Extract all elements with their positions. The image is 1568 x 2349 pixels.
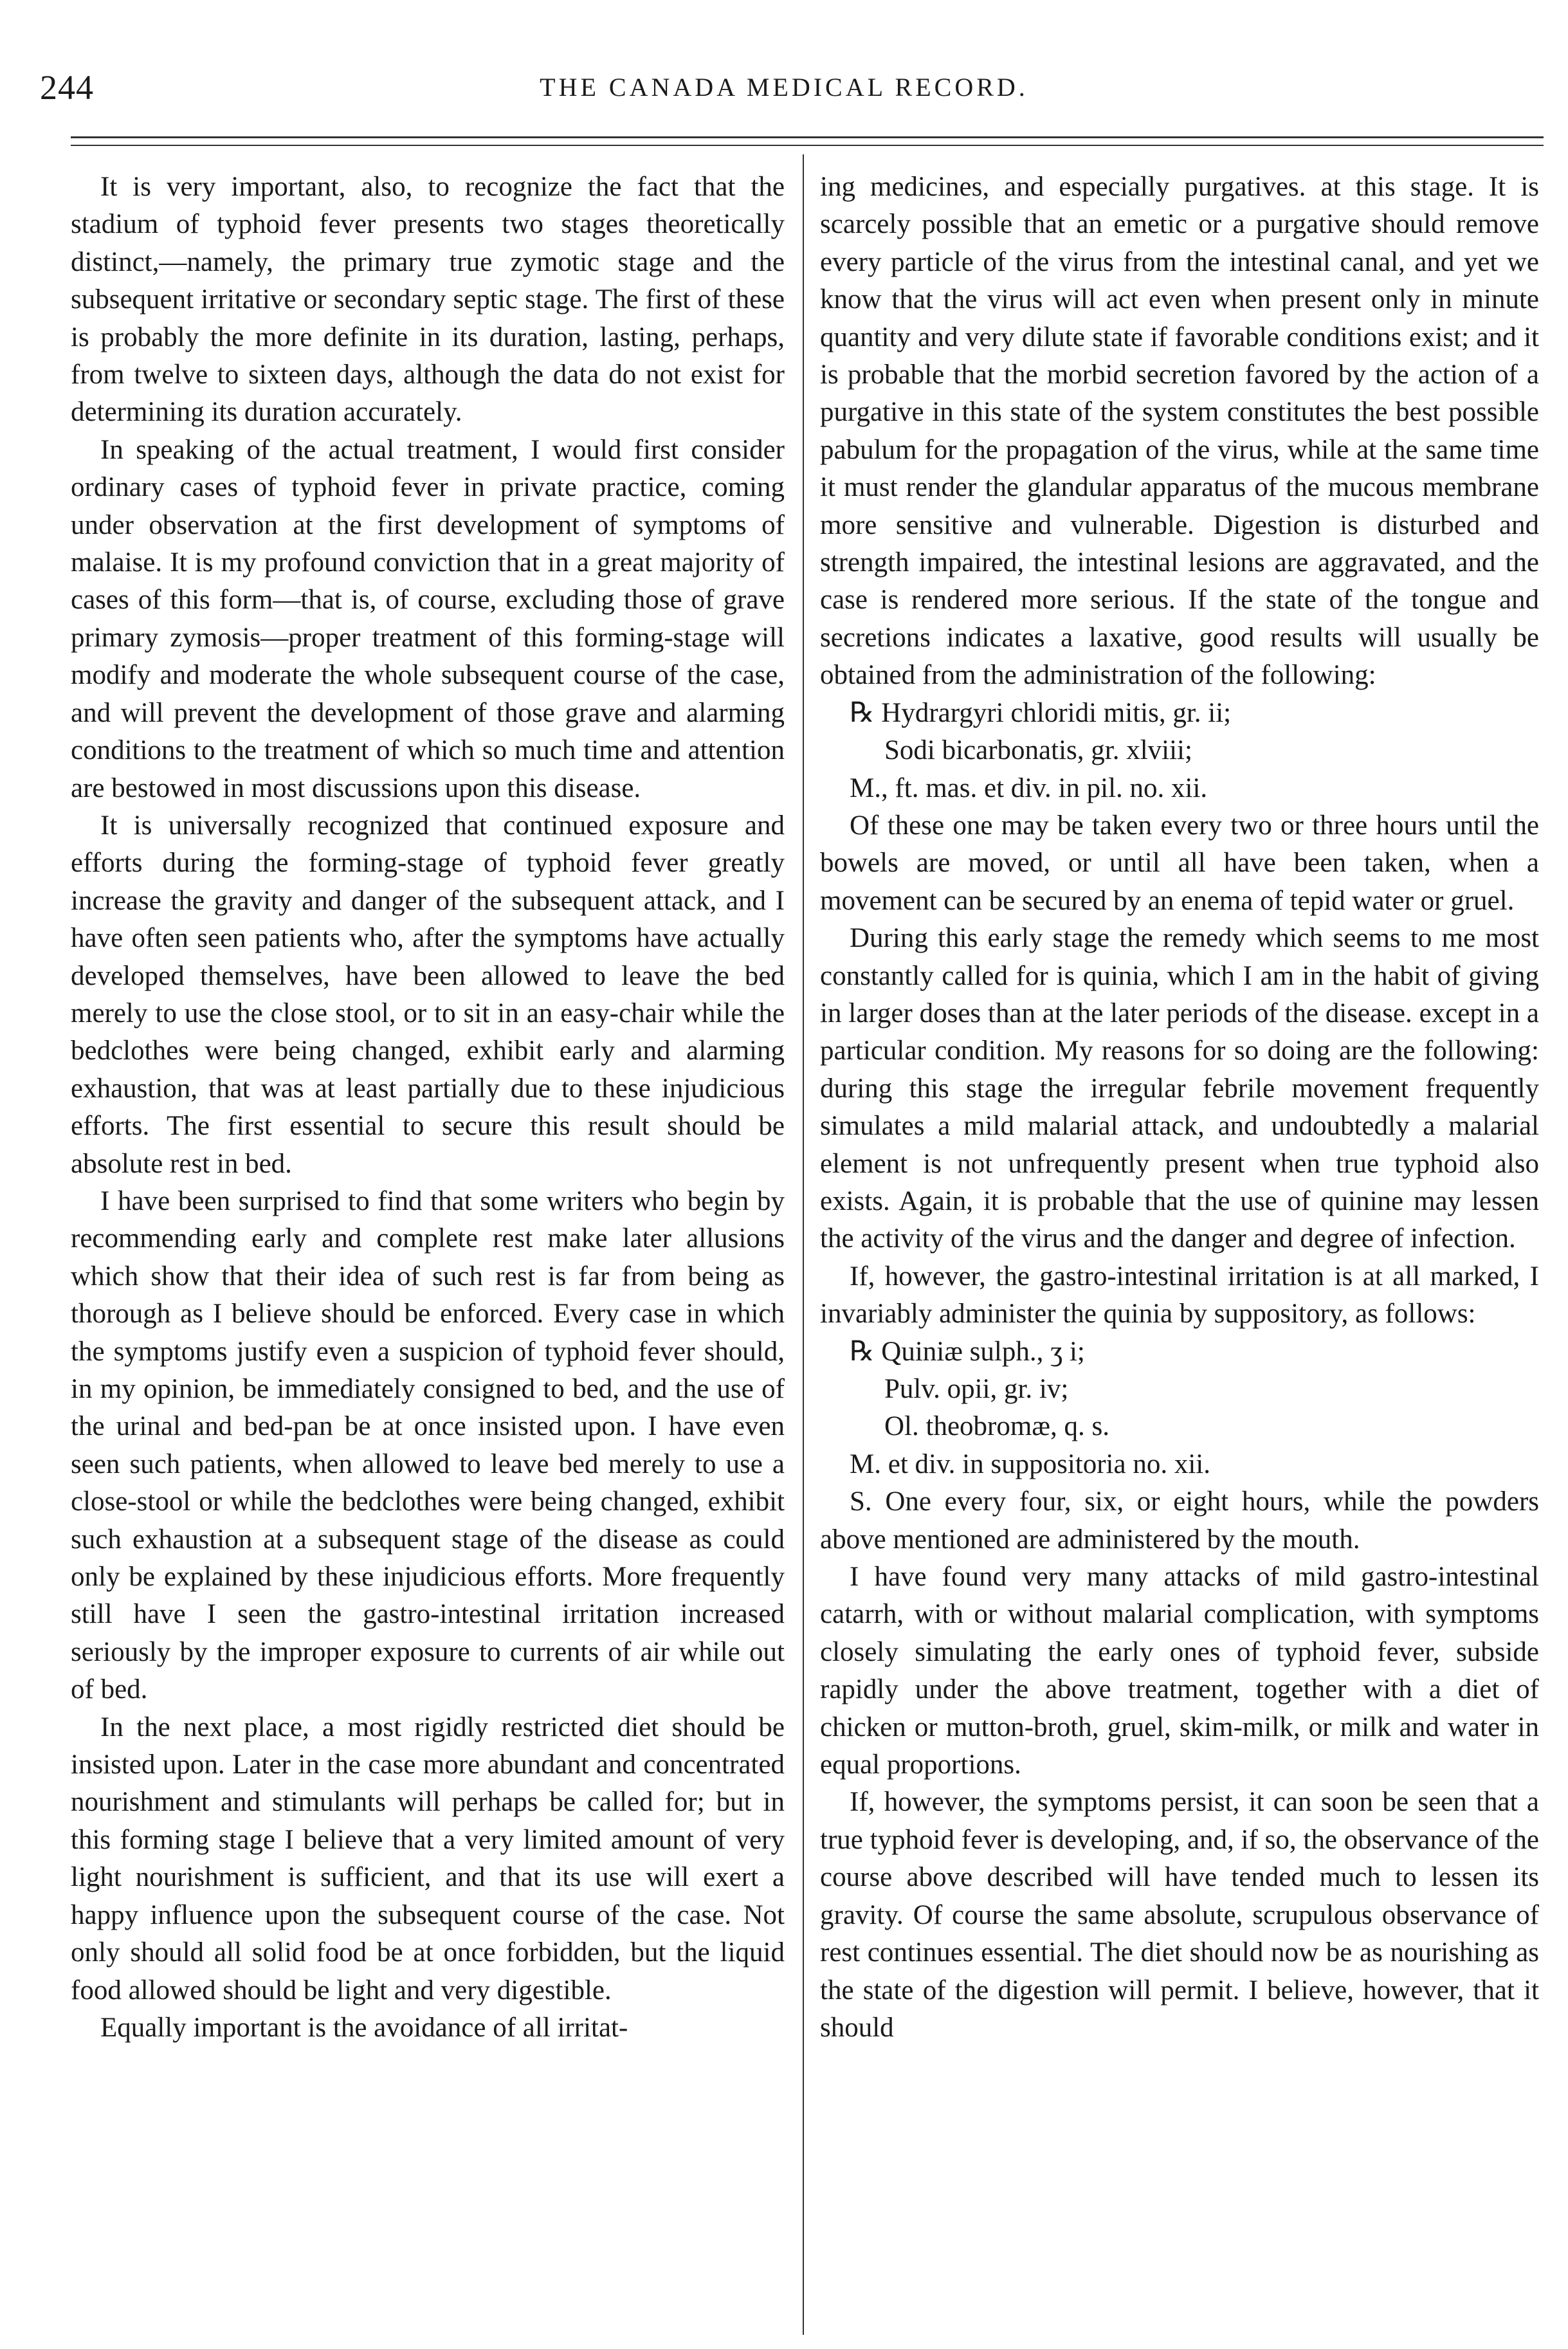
prescription-line: ℞ Hydrargyri chloridi mitis, gr. ii; [850,697,1232,728]
paragraph: It is very important, also, to recognize the fact that the stadium of typhoid fever presents two stages theoretically distinct,—namely, the primary true zymotic stage and the subsequent irritative or secondary septic stage. The first of these is probably the more definite in its duration, lasting, perhaps, from twelve to sixteen days, although the data do not exist for determining its duration accurately. [71,172,785,428]
paragraph: Equally important is the avoidance of all irritat- [100,2012,628,2043]
paragraph: In the next place, a most rigidly restricted diet should be insisted upon. Later in the case more abundant and concentrated nourishment and stimulants will perhaps be called for; but in this forming stage I believe that a very limited amount of very light nourishment is sufficient, and that its use will exert a happy influence upon the subsequent course of the case. Not only should all solid food be at once forbidden, but the liquid food allowed should be light and very digestible. [71,1712,785,2006]
running-head: THE CANADA MEDICAL RECORD. [540,73,1028,102]
column-divider [803,154,804,2335]
prescription-line: Sodi bicarbonatis, gr. xlviii; [884,735,1192,766]
prescription-line: Ol. theobromæ, q. s. [884,1411,1109,1442]
prescription-line: M. et div. in suppositoria no. xii. [850,1449,1210,1479]
right-column [820,169,1539,2047]
paragraph: ing medicines, and especially purgatives. at this stage. It is scarcely possible that an emetic or a purgative should remove every particle of the virus from the intestinal canal, and yet we know that the virus will act even when present only in minute quantity and very dilute state if favorable conditions exist; and it is probable that the morbid secretion favored by the action of a purgative in this state of the system constitutes the best possible pabulum for the propagation of the virus, while at the same time it must render the glandular apparatus of the mucous membrane more sensitive and vulnerable. Digestion is disturbed and strength impaired, the intestinal lesions are aggravated, and the case is rendered more serious. If the state of the tongue and secretions indicates a laxative, good results will usually be obtained from the administration of the following: [820,172,1539,691]
paragraph: During this early stage the remedy which seems to me most constantly called for is quinia, which I am in the habit of giving in larger doses than at the later periods of the disease. except in a particular condition. My reasons for so doing are the following: during this stage the irregular febrile movement frequently simulates a mild malarial attack, and undoubtedly a malarial element is not unfrequently present when true typhoid also exists. Again, it is probable that the use of quinine may lessen the activity of the virus and the danger and degree of infection. [820,923,1539,1254]
prescription-line: M., ft. mas. et div. in pil. no. xii. [850,772,1208,803]
paragraph: If, however, the gastro-intestinal irritation is at all marked, I invariably administer the quinia by suppository, as follows: [820,1261,1539,1330]
left-column [71,169,785,2047]
paragraph: S. One every four, six, or eight hours, while the powders above mentioned are administered by the mouth. [820,1486,1539,1555]
paragraph: I have found very many attacks of mild gastro-intestinal catarrh, with or without malarial complication, with symptoms closely simulating the early ones of typhoid fever, subside rapidly under the above treatment, together with a diet of chicken or mutton-broth, gruel, skim-milk, or milk and water in equal proportions. [820,1562,1539,1780]
header-rule [71,136,1544,146]
paragraph: If, however, the symptoms persist, it can soon be seen that a true typhoid fever is developing, and, if so, the observance of the course above described will have tended much to lessen its gravity. Of course the same absolute, scrupulous observance of rest continues essential. The diet should now be as nourishing as the state of the digestion will permit. I believe, however, that it should [820,1787,1539,2043]
prescription [820,695,1539,807]
prescription-line: Pulv. opii, gr. iv; [884,1374,1069,1404]
paragraph: I have been surprised to find that some writers who begin by recommending early and complete rest make later allusions which show that their idea of such rest is far from being as thorough as I believe should be enforced. Every case in which the symptoms justify even a suspicion of typhoid fever should, in my opinion, be immediately consigned to bed, and the use of the urinal and bed-pan be at once insisted upon. I have even seen such patients, when allowed to leave bed merely to use a close-stool or while the bedclothes were being changed, exhibit such exhaustion at a subsequent stage of the disease as could only be explained by these injudicious efforts. More frequently still have I seen the gastro-intestinal irritation increased seriously by the improper exposure to currents of air while out of bed. [71,1185,785,1705]
page-number: 244 [40,68,94,107]
prescription-line: ℞ Quiniæ sulph., ʒ i; [850,1336,1085,1367]
paragraph: In speaking of the actual treatment, I would first consider ordinary cases of typhoid fever in private practice, coming under observation at the first development of symptoms of malaise. It is my profound conviction that in a great majority of cases of this form—that is, of course, excluding those of grave primary zymosis—proper treatment of this forming-stage will modify and moderate the whole subsequent course of the case, and will prevent the development of those grave and alarming conditions to the treatment of which so much time and attention are bestowed in most discussions upon this disease. [71,434,785,803]
paragraph: It is universally recognized that continued exposure and efforts during the forming-stage of typhoid fever greatly increase the gravity and danger of the subsequent attack, and I have often seen patients who, after the symptoms have actually developed themselves, have been allowed to leave the bed merely to use the close stool, or to sit in an easy-chair while the bedclothes were being changed, exhibit early and alarming exhaustion, that was at least partially due to these injudicious efforts. The first essential to secure this result should be absolute rest in bed. [71,810,785,1179]
prescription [820,1333,1539,1484]
paragraph: Of these one may be taken every two or three hours until the bowels are moved, or until all have been taken, when a movement can be secured by an enema of tepid water or gruel. [820,810,1539,916]
